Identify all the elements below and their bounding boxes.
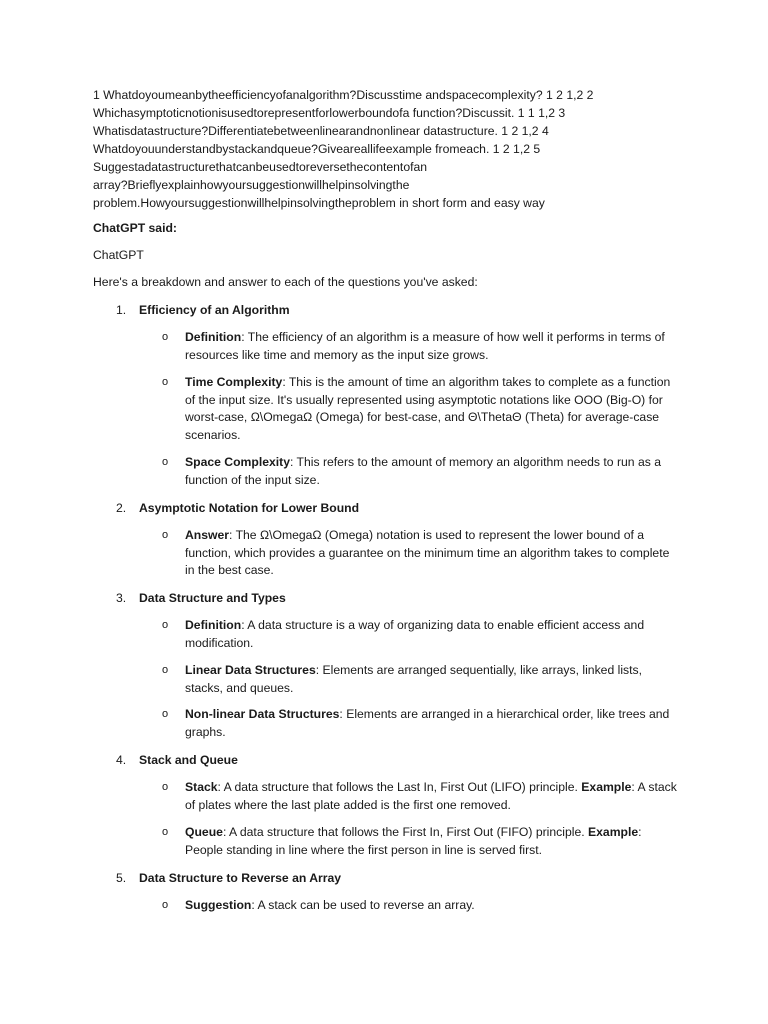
bullet-icon: o	[162, 781, 169, 793]
section-number: 4.	[116, 753, 127, 767]
bullet-text: : Elements are arranged in a hierarchical order, like trees and graphs.	[185, 707, 670, 739]
section-heading	[116, 499, 359, 517]
prompt-line: array?Brieflyexplainhowyoursuggestionwillhelpinsolvingthe	[93, 178, 410, 192]
prompt-line: Whatisdatastructure?Differentiatebetweenlinearandnonlinear datastructure. 1 2 1,2 4	[93, 124, 549, 138]
bullet-text-example: : People standing in line where the first person in line is served first.	[185, 825, 642, 857]
section-heading	[116, 301, 290, 319]
bullet-term: Answer	[185, 528, 230, 542]
section-heading	[116, 589, 286, 607]
author-label: ChatGPT	[93, 248, 144, 262]
section-title: Stack and Queue	[139, 753, 238, 767]
section-number: 1.	[116, 303, 127, 317]
bullet-icon: o	[162, 899, 169, 911]
list-item	[162, 329, 677, 364]
bullet-term: Queue	[185, 825, 223, 839]
bullet-term: Suggestion	[185, 898, 252, 912]
bullet-icon: o	[162, 708, 169, 720]
bullet-text: : Elements are arranged sequentially, like arrays, linked lists, stacks, and queues.	[185, 663, 642, 695]
bullet-icon: o	[162, 529, 169, 541]
said-label: ChatGPT said:	[93, 221, 177, 235]
response-intro: Here's a breakdown and answer to each of the questions you've asked:	[93, 275, 478, 289]
bullet-term-example: Example	[581, 780, 632, 794]
bullet-text: : The efficiency of an algorithm is a measure of how well it performs in terms of resources like time and memory as the input size grows.	[185, 330, 665, 362]
bullet-icon: o	[162, 376, 169, 388]
bullet-text: : A data structure is a way of organizing data to enable efficient access and modification.	[185, 618, 645, 650]
bullet-term: Definition	[185, 618, 242, 632]
bullet-term: Time Complexity	[185, 375, 283, 389]
list-item	[162, 897, 677, 915]
bullet-term: Stack	[185, 780, 218, 794]
bullet-term: Definition	[185, 330, 242, 344]
bullet-term: Non-linear Data Structures	[185, 707, 340, 721]
list-item	[162, 662, 677, 697]
list-item	[162, 617, 677, 652]
bullet-text: : The Ω\OmegaΩ (Omega) notation is used to represent the lower bound of a function, which provides a guarantee on the minimum time an algorithm takes to complete in the best case.	[185, 528, 670, 578]
bullet-text-example: : A stack of plates where the last plate added is the first one removed.	[185, 780, 677, 812]
bullet-icon: o	[162, 826, 169, 838]
section-title: Efficiency of an Algorithm	[139, 303, 290, 317]
section-title: Data Structure and Types	[139, 591, 286, 605]
bullet-icon: o	[162, 619, 169, 631]
section-number: 2.	[116, 501, 127, 515]
list-item	[162, 527, 677, 580]
list-item	[162, 779, 677, 814]
section-heading	[116, 869, 341, 887]
list-item	[162, 454, 677, 489]
bullet-term: Space Complexity	[185, 455, 290, 469]
bullet-text: : This refers to the amount of memory an algorithm needs to run as a function of the input size.	[185, 455, 661, 487]
prompt-text	[93, 86, 683, 212]
prompt-line: Whichasymptoticnotionisusedtorepresentforlowerboundofa function?Discussit. 1 1 1,2 3	[93, 106, 566, 120]
bullet-icon: o	[162, 456, 169, 468]
prompt-line: Suggestadatastructurethatcanbeusedtoreversethecontentofan	[93, 160, 428, 174]
section-title: Asymptotic Notation for Lower Bound	[139, 501, 360, 515]
bullet-text: : This is the amount of time an algorithm takes to complete as a function of the input size. It's usually represented using asymptotic notations like OOO (Big-O) for worst-case, Ω\OmegaΩ (Omega) for best-case, and Θ\ThetaΘ (Theta) for average-case scenarios.	[185, 375, 671, 442]
list-item	[162, 374, 677, 444]
bullet-text: : A stack can be used to reverse an array.	[251, 898, 475, 912]
bullet-icon: o	[162, 664, 169, 676]
bullet-text: : A data structure that follows the Last In, First Out (LIFO) principle.	[217, 780, 582, 794]
section-heading	[116, 751, 238, 769]
section-number: 5.	[116, 871, 127, 885]
bullet-text: : A data structure that follows the First In, First Out (FIFO) principle.	[222, 825, 589, 839]
section-number: 3.	[116, 591, 127, 605]
prompt-line: problem.Howyoursuggestionwillhelpinsolvingtheproblem in short form and easy way	[93, 196, 545, 210]
list-item	[162, 706, 677, 741]
bullet-term-example: Example	[588, 825, 639, 839]
section-title: Data Structure to Reverse an Array	[139, 871, 342, 885]
prompt-line: 1 Whatdoyoumeanbytheefficiencyofanalgorithm?Discusstime andspacecomplexity? 1 2 1,2 2	[93, 88, 594, 102]
prompt-line: Whatdoyouunderstandbystackandqueue?Giveareallifeexample fromeach. 1 2 1,2 5	[93, 142, 541, 156]
list-item	[162, 824, 677, 859]
bullet-term: Linear Data Structures	[185, 663, 316, 677]
bullet-icon: o	[162, 331, 169, 343]
